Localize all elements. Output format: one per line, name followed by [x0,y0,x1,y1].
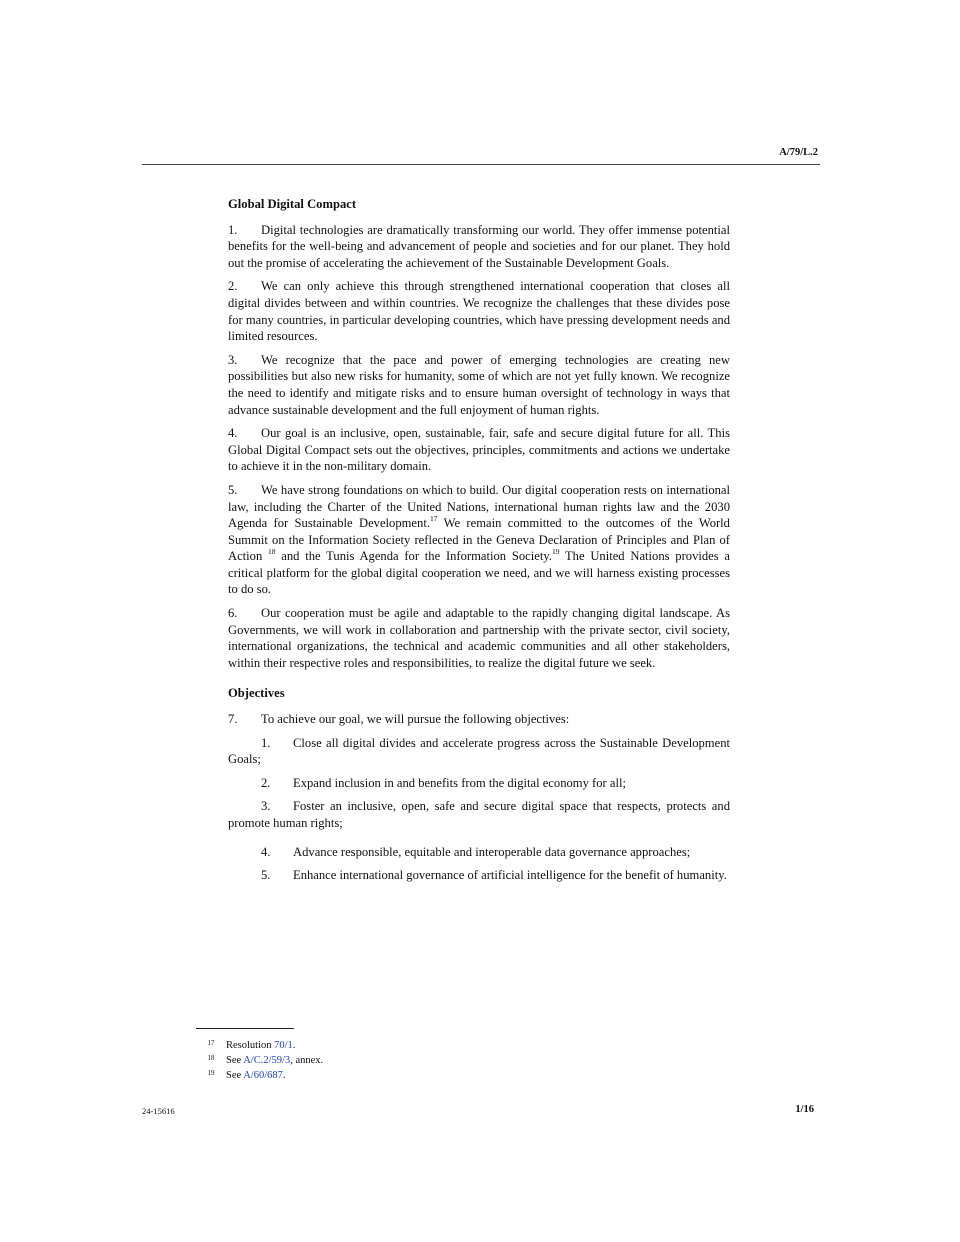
footnote-ref-17[interactable]: 17 [429,513,438,523]
paragraph-text: Our goal is an inclusive, open, sustainable, fair, safe and secure digital future for all. This Global Digital Compact sets out the objectives, principles, commitments and actions we undertake to achieve it in the non-military domain. [228,426,730,474]
paragraph-text: Digital technologies are dramatically transforming our world. They offer immense potential benefits for the well-being and advancement of people and societies and for our planet. They hold out the promise of accelerating the achievement of the Sustainable Development Goals. [228,222,730,270]
footnotes [196,1038,323,1083]
footnote-text: See [226,1055,244,1066]
footnote-link[interactable]: 70/1 [274,1040,293,1051]
objectives-title: Objectives [228,686,285,701]
footnote-link[interactable]: A/C.2/59/3 [243,1055,291,1066]
document-symbol: A/79/L.2 [779,147,818,158]
footnote-mark: 18 [207,1054,215,1062]
section-title: Global Digital Compact [228,197,357,211]
paragraph-number: 2. [228,279,238,294]
footnote-17 [196,1038,323,1053]
objective-number: 1. [261,735,271,750]
objective-text: Enhance international governance of artificial intelligence for the benefit of humanity. [293,868,727,883]
objective-item-1 [228,735,730,768]
paragraph-text: We remain committed to the outcomes of the World Summit on the Information Society reflected in the Geneva Declaration of Principles and Plan of Action [228,516,730,564]
paragraph-text: Our cooperation must be agile and adaptable to the rapidly changing digital landscape. As Governments, we will work in collaboration and partnership with the private sector, civil society, international organizations, the technical and academic communities and all other stakeholders, within their respective roles and responsibilities, to realize the digital future we seek. [228,606,730,670]
objective-number: 4. [261,844,271,859]
paragraph-text: We have strong foundations on which to build. Our digital cooperation rests on international law, including the Charter of the United Nations, international human rights law and the 2030 Agenda for Sustainable Development. [228,482,730,531]
paragraph-2 [228,278,730,344]
footnote-mark: 17 [207,1039,215,1047]
paragraph-6 [228,605,730,671]
paragraph-text: The United Nations provides a critical platform for the global digital cooperation we need, and we will harness existing processes to do so. [228,549,731,597]
footnote-separator [196,1028,294,1029]
paragraph-4 [228,425,730,475]
footnote-text: . [282,1070,286,1081]
objective-number: 5. [261,868,271,883]
footnote-19 [196,1068,323,1083]
document-code: 24-15616 [142,1106,175,1116]
paragraph-5 [228,482,730,598]
paragraph-1 [228,222,730,272]
document-body [228,196,730,891]
footnote-ref-18[interactable]: 18 [268,547,276,557]
footnote-text: . [292,1040,296,1051]
objective-item-4 [228,844,730,861]
objective-number: 3. [261,799,271,814]
page-number: 1/16 [795,1104,814,1115]
objective-item-3 [228,798,730,831]
objective-item-5 [228,867,730,884]
paragraph-number: 1. [228,222,238,237]
paragraph-text: We recognize that the pace and power of emerging technologies are creating new possibilities but also new risks for humanity, some of which are not yet fully known. We recognize the need to identify and mitigate risks and to ensure human oversight of technology in ways that advance sustainable development and the full enjoyment of human rights. [228,352,730,417]
footnote-text: , annex. [290,1055,324,1066]
paragraph-number: 7. [228,712,238,727]
footnote-ref-19[interactable]: 19 [551,547,560,557]
objective-text: Close all digital divides and accelerate progress across the Sustainable Development Goals; [228,735,730,767]
objective-text: Foster an inclusive, open, safe and secure digital space that respects, protects and promote human rights; [228,799,730,830]
paragraph-number: 6. [228,606,238,621]
paragraph-text: We can only achieve this through strengthened international cooperation that closes all digital divides between and within countries. We recognize the challenges that these divides pose for many countries, in particular developing countries, which have pressing development needs and limited resources. [228,279,730,344]
footnote-text: See [226,1070,244,1081]
objective-item-2 [228,775,730,792]
footnote-18 [196,1053,323,1068]
paragraph-number: 5. [228,482,238,497]
paragraph-number: 3. [228,352,238,367]
footnote-mark: 19 [207,1069,215,1077]
footnote-link[interactable]: A/60/687 [243,1070,283,1081]
footnote-text: Resolution [226,1040,275,1051]
paragraph-7 [228,711,730,728]
paragraph-3 [228,352,730,418]
objective-number: 2. [261,775,271,790]
objective-text: Advance responsible, equitable and interoperable data governance approaches; [293,844,691,859]
paragraph-text: and the Tunis Agenda for the Information Society. [275,549,552,564]
header-rule [142,164,820,165]
paragraph-number: 4. [228,426,238,441]
objective-text: Expand inclusion in and benefits from the digital economy for all; [293,775,626,790]
paragraph-text: To achieve our goal, we will pursue the following objectives: [261,712,570,727]
